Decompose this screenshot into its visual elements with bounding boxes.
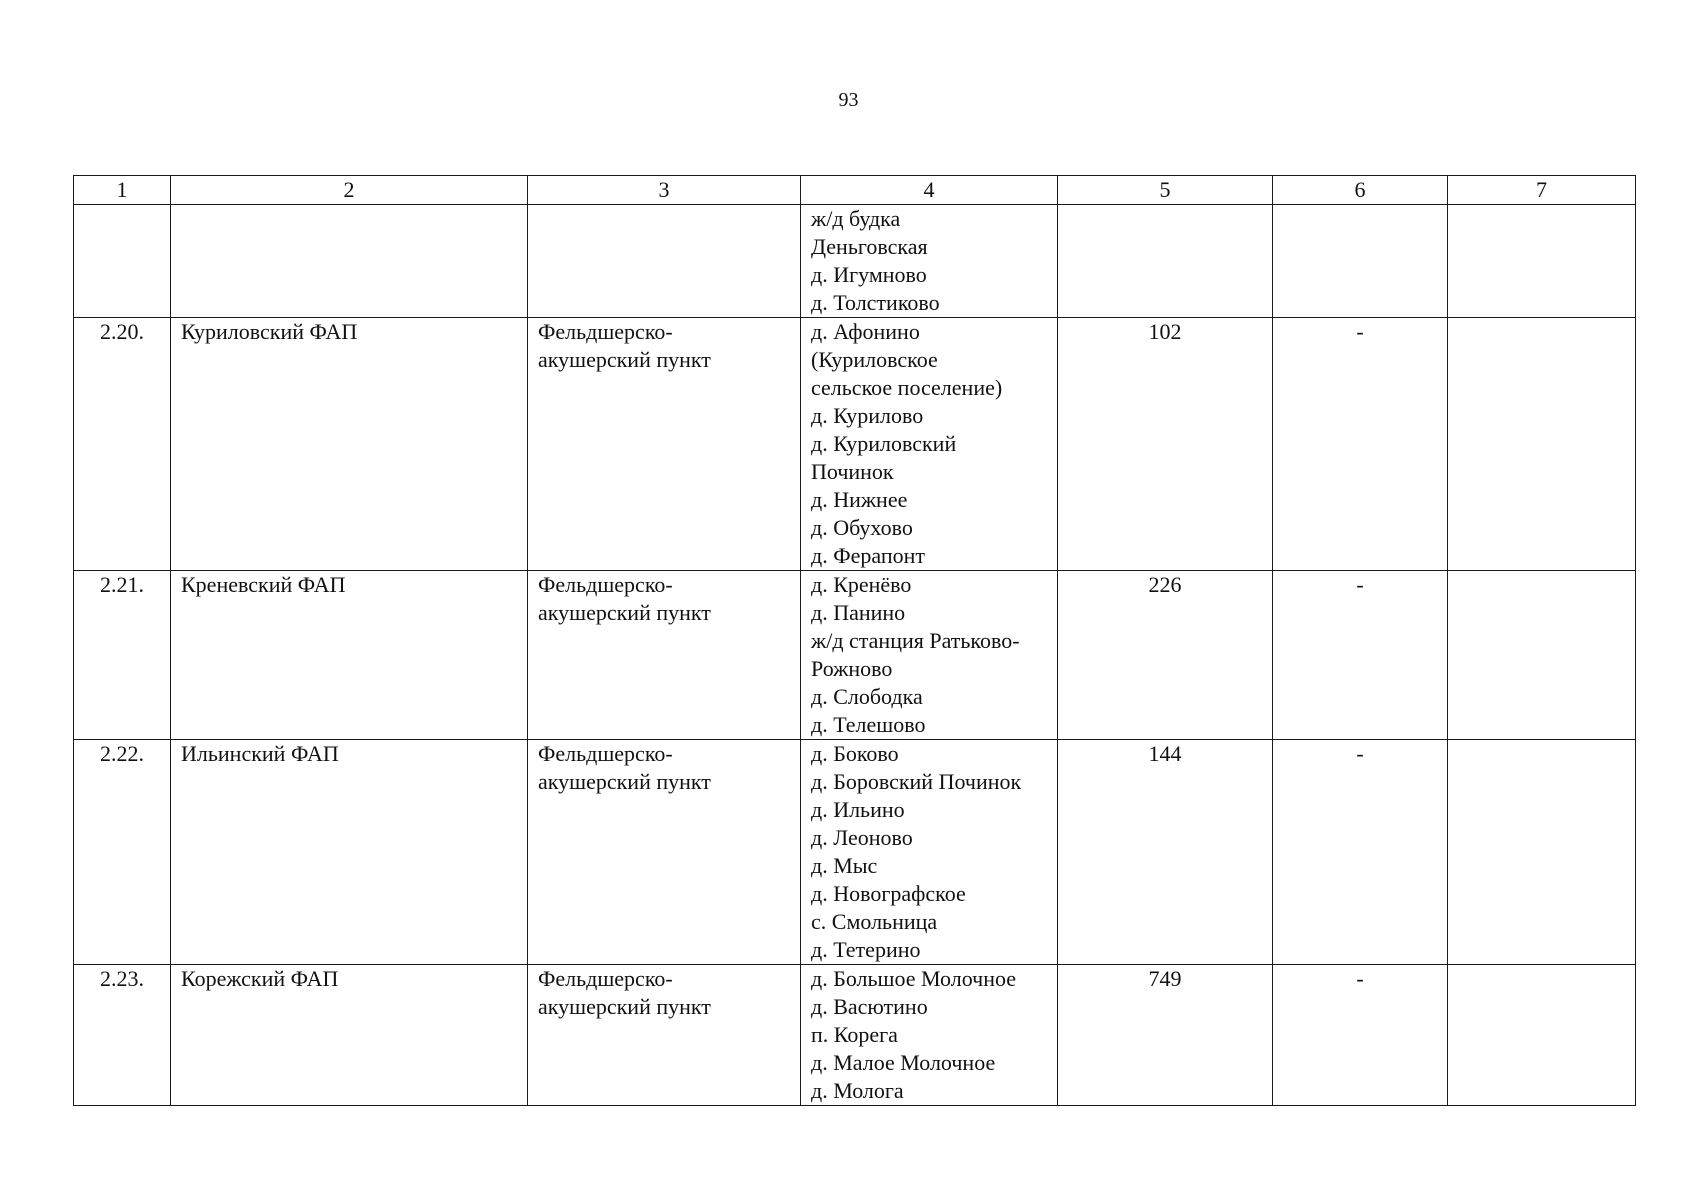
facilities-table [73,175,1636,1106]
population-cell: 144 [1058,740,1273,965]
page-number: 93 [838,89,859,111]
facility-type-line: акушерский пункт [538,994,711,1019]
facility-type-cell [528,571,801,740]
facility-type-cell [528,965,801,1106]
row-number-cell: 2.21. [74,571,171,740]
column-header-5: 5 [1058,176,1273,205]
settlement-item: (Куриловское [811,347,938,372]
column-6-cell [1273,205,1448,318]
settlement-item: д. Куриловский [811,431,957,456]
settlement-item: д. Панино [811,600,906,625]
column-6-cell: - [1273,318,1448,571]
facility-type-line: акушерский пункт [538,600,711,625]
row-number-cell [74,205,171,318]
column-header-4: 4 [801,176,1058,205]
table-row [74,205,1636,318]
settlement-item: д. Нижнее [811,487,908,512]
settlement-item: с. Смольница [811,909,938,934]
facility-type-cell [528,740,801,965]
table-row [74,965,1636,1106]
facility-type-line: Фельдшерско- [538,319,673,344]
settlement-item: д. Обухово [811,515,913,540]
settlement-item: д. Афонино [811,319,920,344]
population-cell [1058,205,1273,318]
row-number-cell: 2.23. [74,965,171,1106]
column-7-cell [1448,318,1636,571]
settlement-item: д. Мыс [811,853,878,878]
facility-type-cell [528,205,801,318]
column-6-cell: - [1273,571,1448,740]
table-row [74,740,1636,965]
settlements-cell [801,318,1058,571]
settlement-item: д. Васютино [811,994,928,1019]
facility-name-cell: Креневский ФАП [171,571,528,740]
header-row [74,176,1636,205]
population-cell: 102 [1058,318,1273,571]
settlement-item: д. Боково [811,741,899,766]
population-cell: 226 [1058,571,1273,740]
settlements-cell [801,205,1058,318]
settlement-item: д. Игумново [811,262,927,287]
column-7-cell [1448,205,1636,318]
row-number-cell: 2.20. [74,318,171,571]
settlement-item: д. Боровский Починок [811,769,1022,794]
facility-type-line: Фельдшерско- [538,966,673,991]
settlement-item: ж/д станция Ратьково- [811,628,1020,653]
population-cell: 749 [1058,965,1273,1106]
settlement-item: д. Курилово [811,403,924,428]
facility-type-cell [528,318,801,571]
settlement-item: д. Малое Молочное [811,1050,996,1075]
settlement-item: д. Телешово [811,712,926,737]
settlement-item: д. Большое Молочное [811,966,1017,991]
settlement-item: п. Корега [811,1022,898,1047]
settlements-cell [801,571,1058,740]
facility-name-cell: Куриловский ФАП [171,318,528,571]
facility-name-cell: Ильинский ФАП [171,740,528,965]
facility-type-line: акушерский пункт [538,347,711,372]
settlement-item: Починок [811,459,894,484]
settlement-item: д. Ферапонт [811,543,925,568]
settlement-item: Рожново [811,656,893,681]
settlement-item: д. Молога [811,1078,904,1103]
facility-type-line: акушерский пункт [538,769,711,794]
settlement-item: сельское поселение) [811,375,1003,400]
settlement-item: ж/д будка [811,206,901,231]
settlement-item: д. Ильино [811,797,905,822]
facility-name-cell: Корежский ФАП [171,965,528,1106]
settlement-item: д. Леоново [811,825,913,850]
column-7-cell [1448,965,1636,1106]
settlement-item: д. Толстиково [811,290,940,315]
facility-name-cell [171,205,528,318]
settlements-cell [801,965,1058,1106]
facility-type-line: Фельдшерско- [538,572,673,597]
column-6-cell: - [1273,740,1448,965]
column-header-2: 2 [171,176,528,205]
column-header-3: 3 [528,176,801,205]
table-row [74,318,1636,571]
column-7-cell [1448,571,1636,740]
settlement-item: Деньговская [811,234,928,259]
column-6-cell: - [1273,965,1448,1106]
settlement-item: д. Новографское [811,881,966,906]
settlement-item: д. Кренёво [811,572,912,597]
column-header-1: 1 [74,176,171,205]
row-number-cell: 2.22. [74,740,171,965]
facility-type-line: Фельдшерско- [538,741,673,766]
settlement-item: д. Слободка [811,684,923,709]
settlement-item: д. Тетерино [811,937,921,962]
settlements-cell [801,740,1058,965]
column-header-7: 7 [1448,176,1636,205]
column-header-6: 6 [1273,176,1448,205]
column-7-cell [1448,740,1636,965]
table-row [74,571,1636,740]
